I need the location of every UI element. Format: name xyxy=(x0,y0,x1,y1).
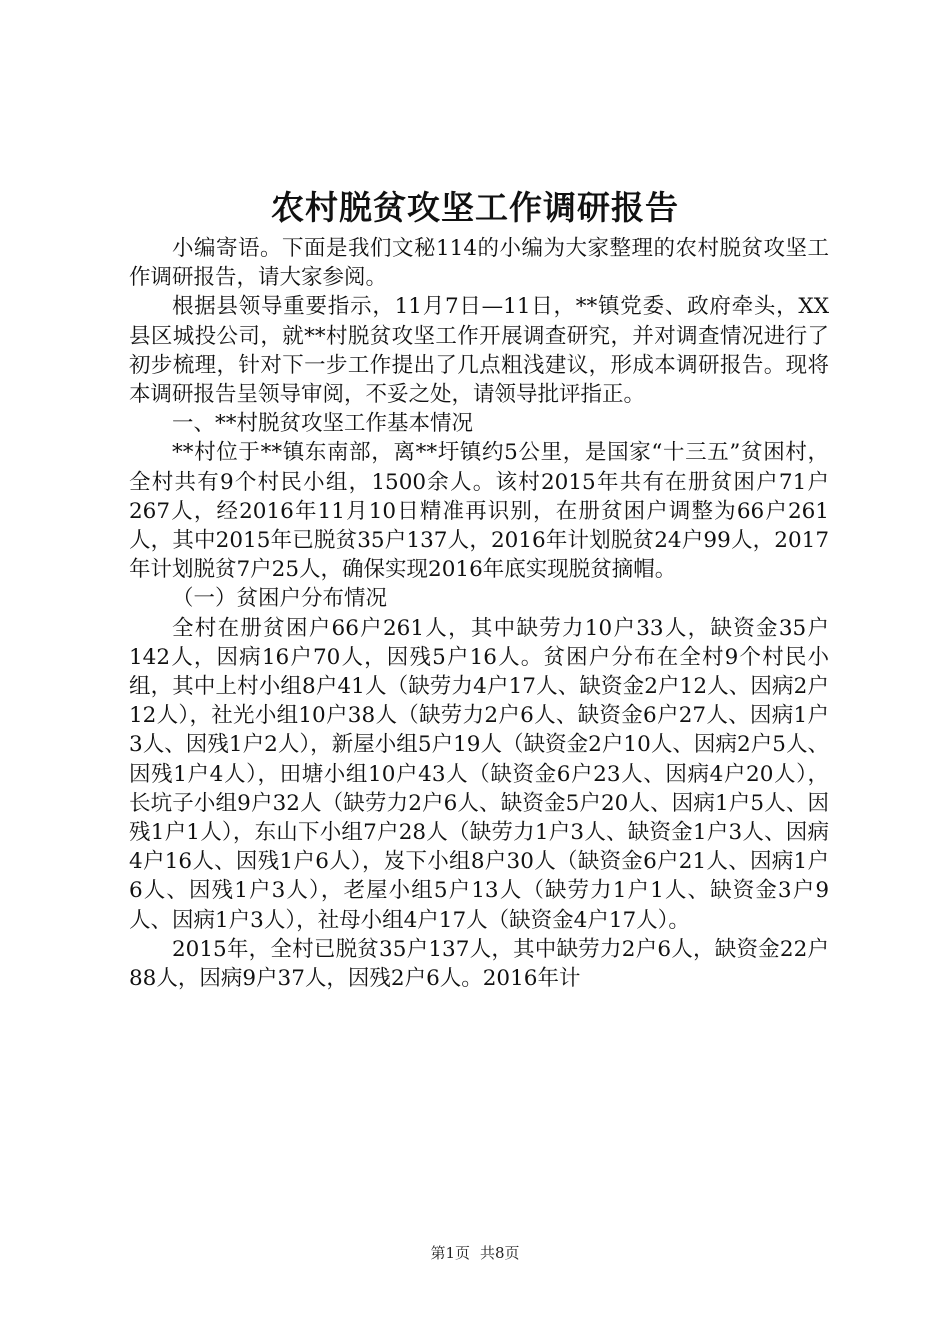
paragraph-intro: 小编寄语。下面是我们文秘114的小编为大家整理的农村脱贫攻坚工作调研报告，请大家参阅。 xyxy=(129,236,829,291)
document-body xyxy=(129,234,829,993)
paragraph-village-overview: **村位于**镇东南部，离**圩镇约5公里，是国家“十三五”贫困村，全村共有9个村民小组，1500余人。该村2015年共有在册贫困户71户267人，经2016年11月10日精准再识别，在册贫困户调整为66户261人，其中2015年已脱贫35户137人，2016年计划脱贫24户99人，2017年计划脱贫7户25人，确保实现2016年底实现脱贫摘帽。 xyxy=(129,440,829,583)
page-footer xyxy=(0,1243,950,1263)
section-heading-1: 一、**村脱贫攻坚工作基本情况 xyxy=(172,411,474,437)
page-total: 共8页 xyxy=(480,1244,520,1262)
paragraph-household-distribution: 全村在册贫困户66户261人，其中缺劳力10户33人，缺资金35户142人，因病16户70人，因残5户16人。贫困户分布在全村9个村民小组，其中上村小组8户41人（缺劳力4户17人、缺资金2户12人、因病2户12人），社光小组10户38人（缺劳力2户6人、缺资金6户27人、因病1户3人、因残1户2人），新屋小组5户19人（缺资金2户10人、因病2户5人、因残1户4人），田塘小组10户43人（缺资金6户23人、因病4户20人），长坑子小组9户32人（缺劳力2户6人、缺资金5户20人、因病1户5人、因残1户1人），东山下小组7户28人（缺劳力1户3人、缺资金1户3人、因病4户16人、因残1户6人），岌下小组8户30人（缺资金6户21人、因病1户6人、因残1户3人），老屋小组5户13人（缺劳力1户1人、缺资金3户9人、因病1户3人），社母小组4户17人（缺资金4户17人）。 xyxy=(129,615,829,933)
page-number: 第1页 xyxy=(430,1244,470,1262)
paragraph-2015-results: 2015年，全村已脱贫35户137人，其中缺劳力2户6人，缺资金22户88人，因病9户37人，因残2户6人。2016年计 xyxy=(129,936,829,992)
subsection-heading-1: （一）贫困户分布情况 xyxy=(172,586,388,612)
document-title: 农村脱贫攻坚工作调研报告 xyxy=(271,188,679,227)
paragraph-background: 根据县领导重要指示，11月7日—11日，**镇党委、政府牵头，XX县区城投公司，就**村脱贫攻坚工作开展调查研究，并对调查情况进行了初步梳理，针对下一步工作提出了几点粗浅建议，形成本调研报告。现将本调研报告呈领导审阅，不妥之处，请领导批评指正。 xyxy=(129,294,829,408)
